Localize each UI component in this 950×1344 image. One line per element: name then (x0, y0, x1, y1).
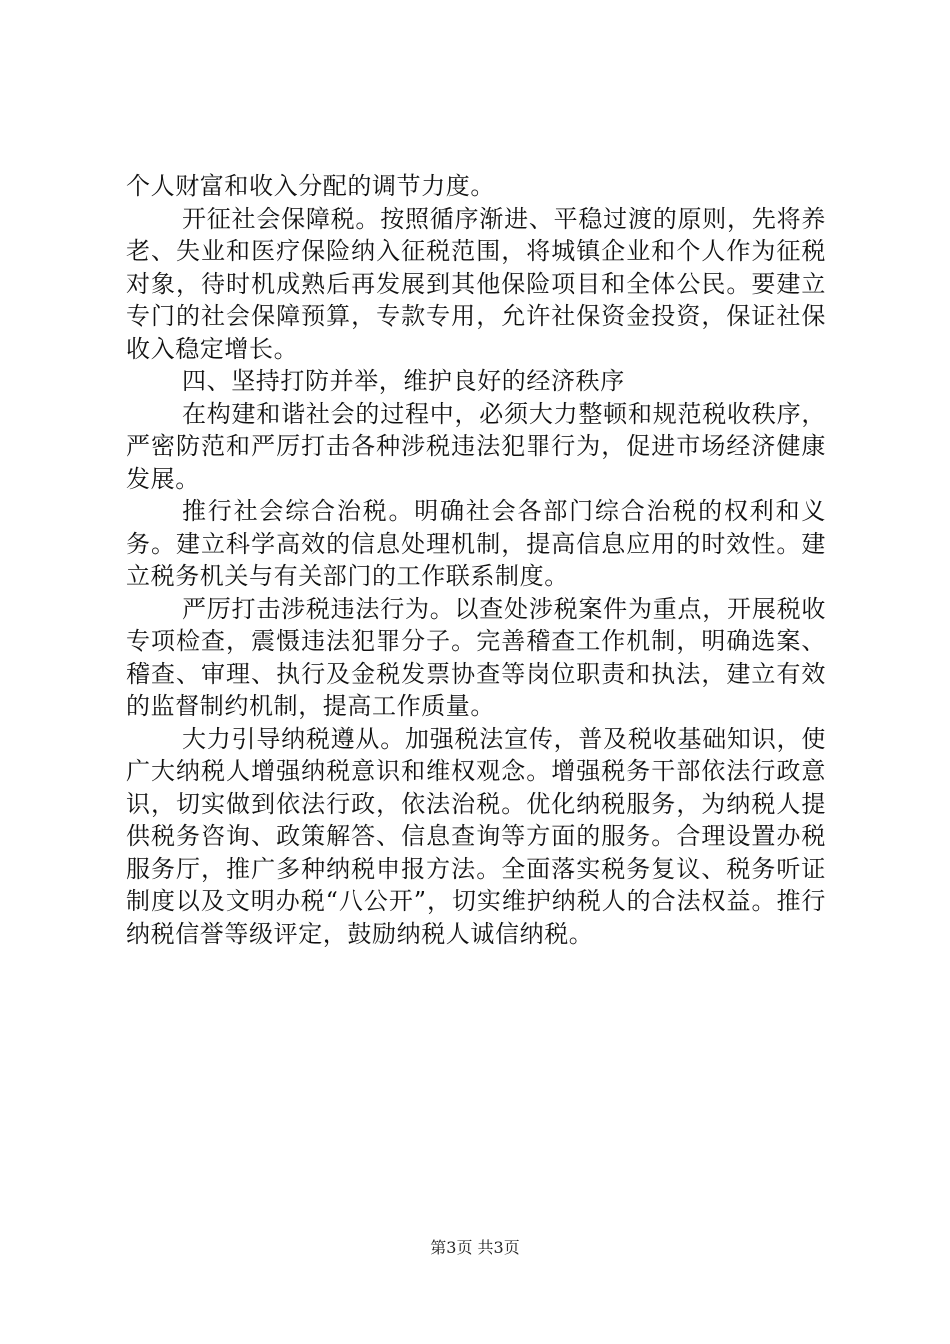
paragraph-crack-down-violations: 严厉打击涉税违法行为。以查处涉税案件为重点，开展税收专项检查，震慑违法犯罪分子。完善稽查工作机制，明确选案、稽查、审理、执行及金税发票协查等岗位职责和执法，建立有效的监督制约机制，提高工作质量。 (126, 594, 826, 720)
document-body (126, 170, 826, 950)
paragraph-tax-compliance: 大力引导纳税遵从。加强税法宣传，普及税收基础知识，使广大纳税人增强纳税意识和维权观念。增强税务干部依法行政意识，切实做到依法行政，依法治税。优化纳税服务，为纳税人提供税务咨询、政策解答、信息查询等方面的服务。合理设置办税服务厅，推广多种纳税申报方法。全面落实税务复议、税务听证制度以及文明办税“八公开”，切实维护纳税人的合法权益。推行纳税信誉等级评定，鼓励纳税人诚信纳税。 (126, 724, 826, 948)
page-number-footer: 第3页 共3页 (430, 1238, 520, 1257)
paragraph-tax-order: 在构建和谐社会的过程中，必须大力整顿和规范税收秩序，严密防范和严厉打击各种涉税违法犯罪行为，促进市场经济健康发展。 (126, 399, 826, 493)
section-heading-four: 四、坚持打防并举，维护良好的经济秩序 (182, 367, 625, 395)
paragraph-comprehensive-tax-governance: 推行社会综合治税。明确社会各部门综合治税的权利和义务。建立科学高效的信息处理机制，提高信息应用的时效性。建立税务机关与有关部门的工作联系制度。 (126, 497, 826, 590)
paragraph-continuation: 个人财富和收入分配的调节力度。 (126, 172, 495, 200)
paragraph-social-security-tax: 开征社会保障税。按照循序渐进、平稳过渡的原则，先将养老、失业和医疗保险纳入征税范围，将城镇企业和个人作为征税对象，待时机成熟后再发展到其他保险项目和全体公民。要建立专门的社会保障预算，专款专用，允许社保资金投资，保证社保收入稳定增长。 (126, 204, 826, 363)
